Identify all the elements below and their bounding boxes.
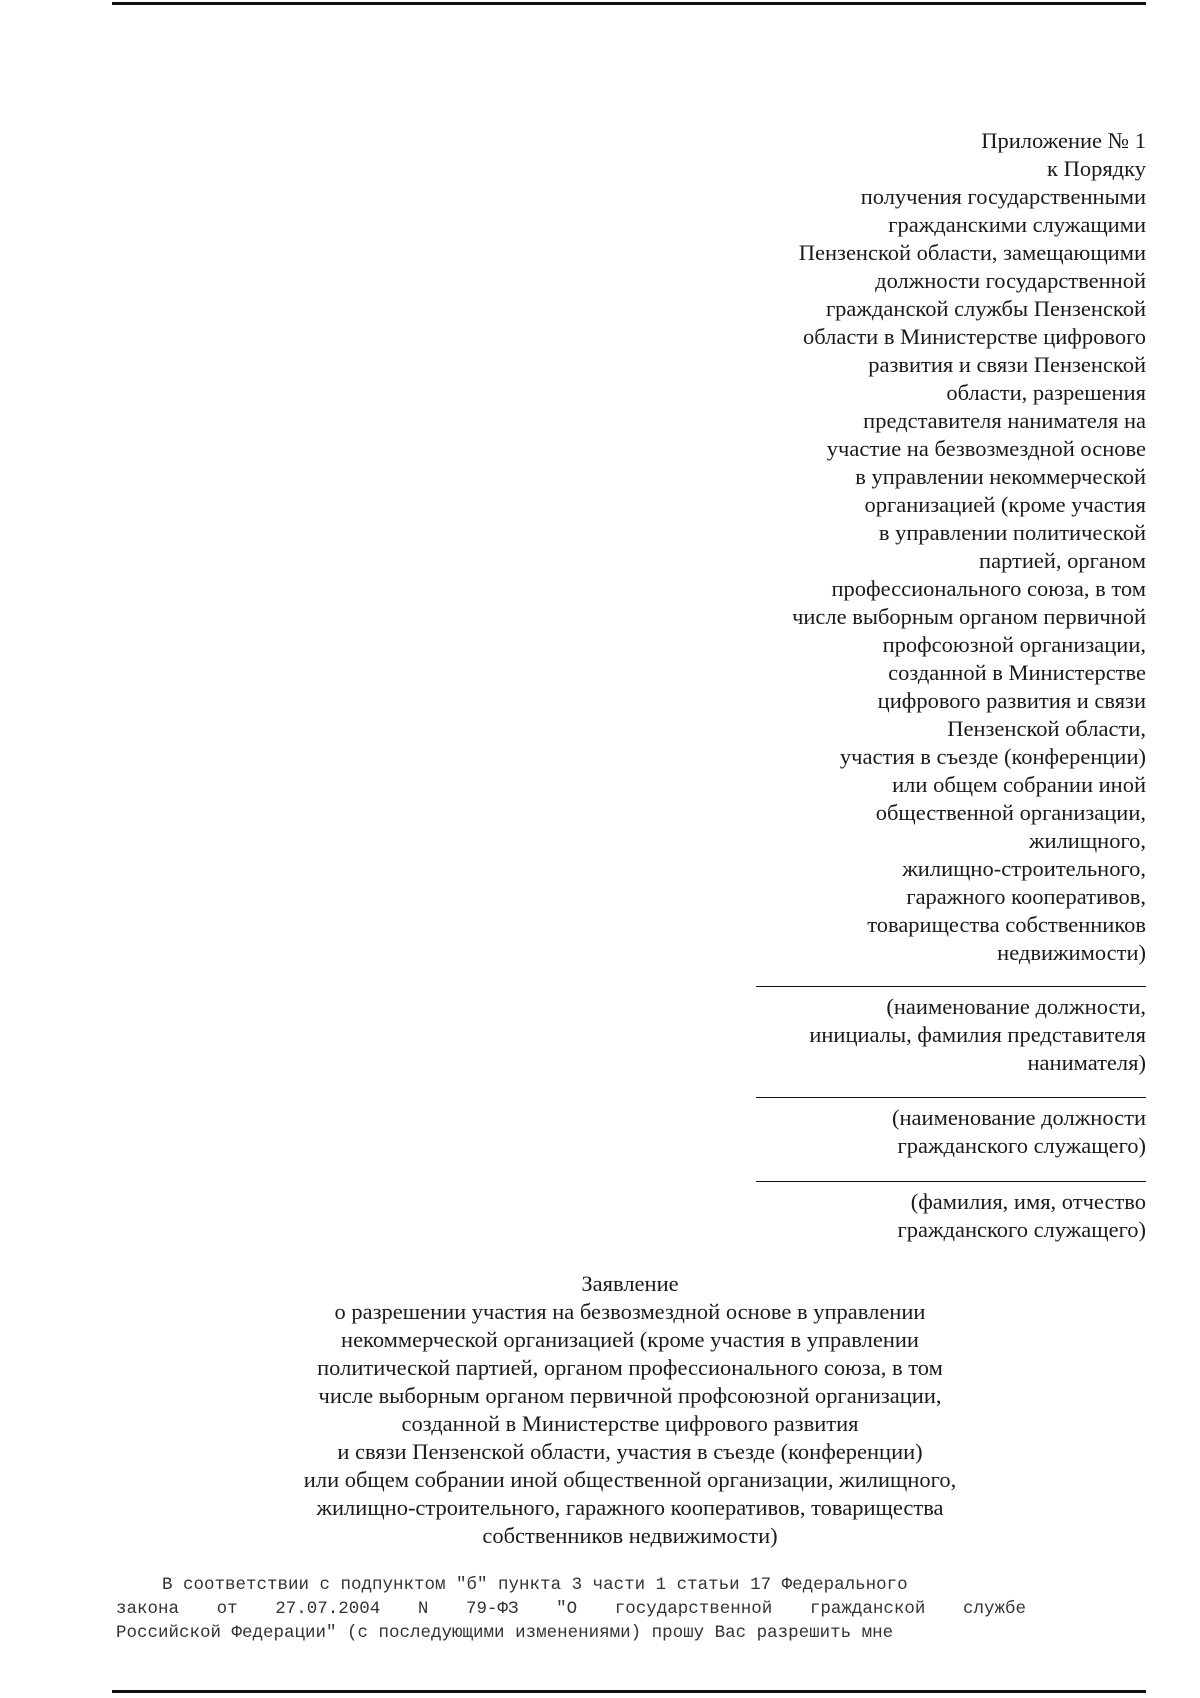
annex-line: жилищного, — [1028, 828, 1146, 853]
statement-line: некоммерческой организацией (кроме участия в управлении — [341, 1327, 919, 1352]
annex-line: участия в съезде (конференции) — [839, 744, 1146, 769]
annex-line: числе выборным органом первичной — [792, 604, 1146, 629]
statement-line: созданной в Министерстве цифрового развития — [401, 1411, 859, 1436]
annex-line: к Порядку — [1047, 156, 1146, 181]
top-rule — [112, 2, 1146, 5]
statement-body — [116, 1573, 1026, 1645]
annex-line: профсоюзной организации, — [882, 632, 1146, 657]
body-line: Российской Федерации" (с последующими изменениями) прошу Вас разрешить мне — [116, 1623, 894, 1643]
annex-line: организацией (кроме участия — [864, 492, 1146, 517]
statement-line: и связи Пензенской области, участия в съезде (конференции) — [337, 1439, 923, 1464]
statement-line: жилищно-строительного, гаражного кооперативов, товарищества — [316, 1495, 944, 1520]
applicant-name-block — [626, 1181, 1146, 1244]
addressee-block — [626, 986, 1146, 1077]
addressee-caption: инициалы, фамилия представителя — [809, 1022, 1146, 1047]
body-line: закона от 27.07.2004 N 79-ФЗ "О государственной гражданской службе — [116, 1599, 1026, 1619]
applicant-position-caption: (наименование должности — [892, 1105, 1146, 1130]
annex-line: или общем собрании иной — [892, 772, 1146, 797]
body-line: В соответствии с подпунктом "б" пункта 3 части 1 статьи 17 Федерального — [162, 1575, 908, 1595]
annex-line: Пензенской области, замещающими — [798, 240, 1146, 265]
annex-line: недвижимости) — [997, 940, 1146, 965]
bottom-rule — [112, 1690, 1146, 1693]
annex-line: профессионального союза, в том — [831, 576, 1146, 601]
annex-line: участие на безвозмездной основе — [826, 436, 1146, 461]
applicant-name-caption: гражданского служащего) — [897, 1217, 1146, 1242]
annex-line: партией, органом — [979, 548, 1146, 573]
annex-line: получения государственными — [860, 184, 1146, 209]
statement-title: Заявление — [581, 1271, 679, 1296]
annex-line: созданной в Министерстве — [888, 660, 1146, 685]
annex-line: гражданскими служащими — [888, 212, 1146, 237]
addressee-fill-line[interactable] — [756, 986, 1146, 987]
applicant-name-fill-line[interactable] — [756, 1181, 1146, 1182]
annex-line: жилищно-строительного, — [902, 856, 1146, 881]
statement-heading — [230, 1270, 1030, 1550]
annex-header — [626, 127, 1146, 967]
annex-line: Приложение № 1 — [981, 128, 1146, 153]
annex-line: области, разрешения — [946, 380, 1146, 405]
annex-line: развития и связи Пензенской — [868, 352, 1146, 377]
applicant-position-fill-line[interactable] — [756, 1097, 1146, 1098]
statement-line: или общем собрании иной общественной организации, жилищного, — [303, 1467, 957, 1492]
applicant-position-block — [626, 1097, 1146, 1160]
applicant-position-caption: гражданского служащего) — [897, 1133, 1146, 1158]
annex-line: гаражного кооперативов, — [906, 884, 1146, 909]
addressee-caption: нанимателя) — [1027, 1050, 1146, 1075]
statement-line: числе выборным органом первичной профсоюзной организации, — [318, 1383, 942, 1408]
addressee-caption: (наименование должности, — [886, 994, 1146, 1019]
annex-line: цифрового развития и связи — [877, 688, 1146, 713]
statement-line: собственников недвижимости) — [482, 1523, 778, 1548]
annex-line: должности государственной — [875, 268, 1146, 293]
annex-line: в управлении политической — [878, 520, 1146, 545]
annex-line: товарищества собственников — [867, 912, 1146, 937]
statement-line: о разрешении участия на безвозмездной основе в управлении — [334, 1299, 926, 1324]
applicant-name-caption: (фамилия, имя, отчество — [910, 1189, 1146, 1214]
annex-line: в управлении некоммерческой — [855, 464, 1146, 489]
annex-line: Пензенской области, — [947, 716, 1146, 741]
annex-line: гражданской службы Пензенской — [825, 296, 1146, 321]
annex-line: представителя нанимателя на — [863, 408, 1146, 433]
annex-line: области в Министерстве цифрового — [803, 324, 1146, 349]
statement-line: политической партией, органом профессионального союза, в том — [317, 1355, 943, 1380]
annex-line: общественной организации, — [875, 800, 1146, 825]
